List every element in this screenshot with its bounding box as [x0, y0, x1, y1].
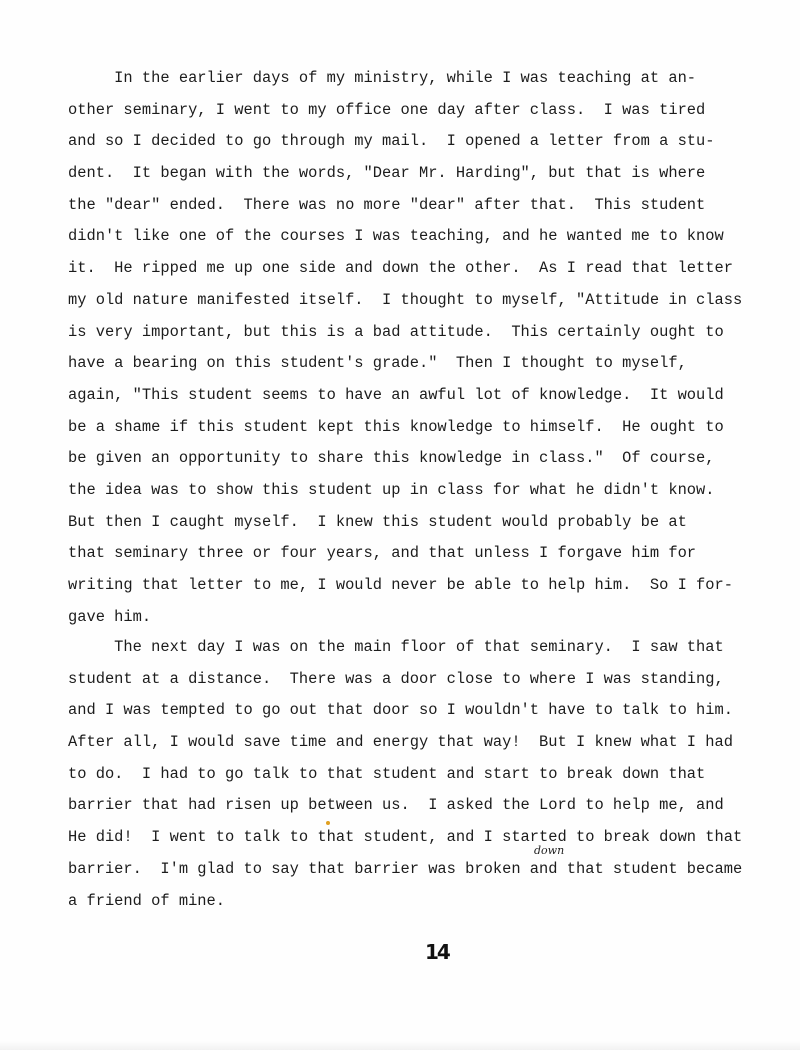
text-line: to do. I had to go talk to that student and start to break down that [68, 764, 706, 783]
handwritten-insert: down [534, 844, 565, 857]
text-line: barrier that had risen up between us. I asked the Lord to help me, and [68, 796, 724, 815]
text-line: be a shame if this student kept this knowledge to himself. He ought to [68, 417, 724, 436]
page-number: 14 [425, 940, 449, 964]
text-line: have a bearing on this student's grade." Then I thought to myself, [68, 354, 687, 373]
text-line: After all, I would save time and energy that way! But I knew what I had [68, 733, 733, 752]
paragraph-1 [68, 63, 768, 633]
text-line: the "dear" ended. There was no more "dear" after that. This student [68, 195, 706, 214]
text-line: other seminary, I went to my office one day after class. I was tired [68, 100, 706, 119]
text-line: writing that letter to me, I would never be able to help him. So I for- [68, 576, 733, 594]
text-line: didn't like one of the courses I was teaching, and he wanted me to know [68, 227, 724, 246]
text-line: is very important, but this is a bad attitude. This certainly ought to [68, 322, 724, 341]
text-line: be given an opportunity to share this knowledge in class." Of course, [68, 449, 715, 468]
text-line: gave him. [68, 607, 152, 626]
text-line: The next day I was on the main floor of that seminary. I saw that [68, 638, 724, 656]
text-line: my old nature manifested itself. I thought to myself, "Attitude in class [68, 290, 743, 309]
text-line: and so I decided to go through my mail. I opened a letter from a stu- [68, 132, 715, 151]
text-line: the idea was to show this student up in class for what he didn't know. [68, 480, 715, 499]
scan-edge [0, 1040, 800, 1050]
text-line: dent. It began with the words, "Dear Mr. Harding", but that is where [68, 164, 706, 183]
ink-dot [326, 821, 330, 825]
text-line: and I was tempted to go out that door so I wouldn't have to talk to him. [68, 701, 733, 720]
text-line: He did! I went to talk to that student, and I started to break down that [68, 828, 743, 847]
text-line: But then I caught myself. I knew this student would probably be at [68, 512, 687, 531]
text-line: barrier. I'm glad to say that barrier was broken and that student became [68, 859, 743, 878]
text-line: In the earlier days of my ministry, while I was teaching at an- [68, 69, 697, 87]
paragraph-2 [68, 632, 768, 917]
text-line: again, "This student seems to have an awful lot of knowledge. It would [68, 385, 724, 404]
text-line: it. He ripped me up one side and down the other. As I read that letter [68, 259, 733, 278]
text-line: student at a distance. There was a door close to where I was standing, [68, 669, 724, 688]
text-line: a friend of mine. [68, 891, 226, 910]
text-line: that seminary three or four years, and that unless I forgave him for [68, 544, 697, 563]
